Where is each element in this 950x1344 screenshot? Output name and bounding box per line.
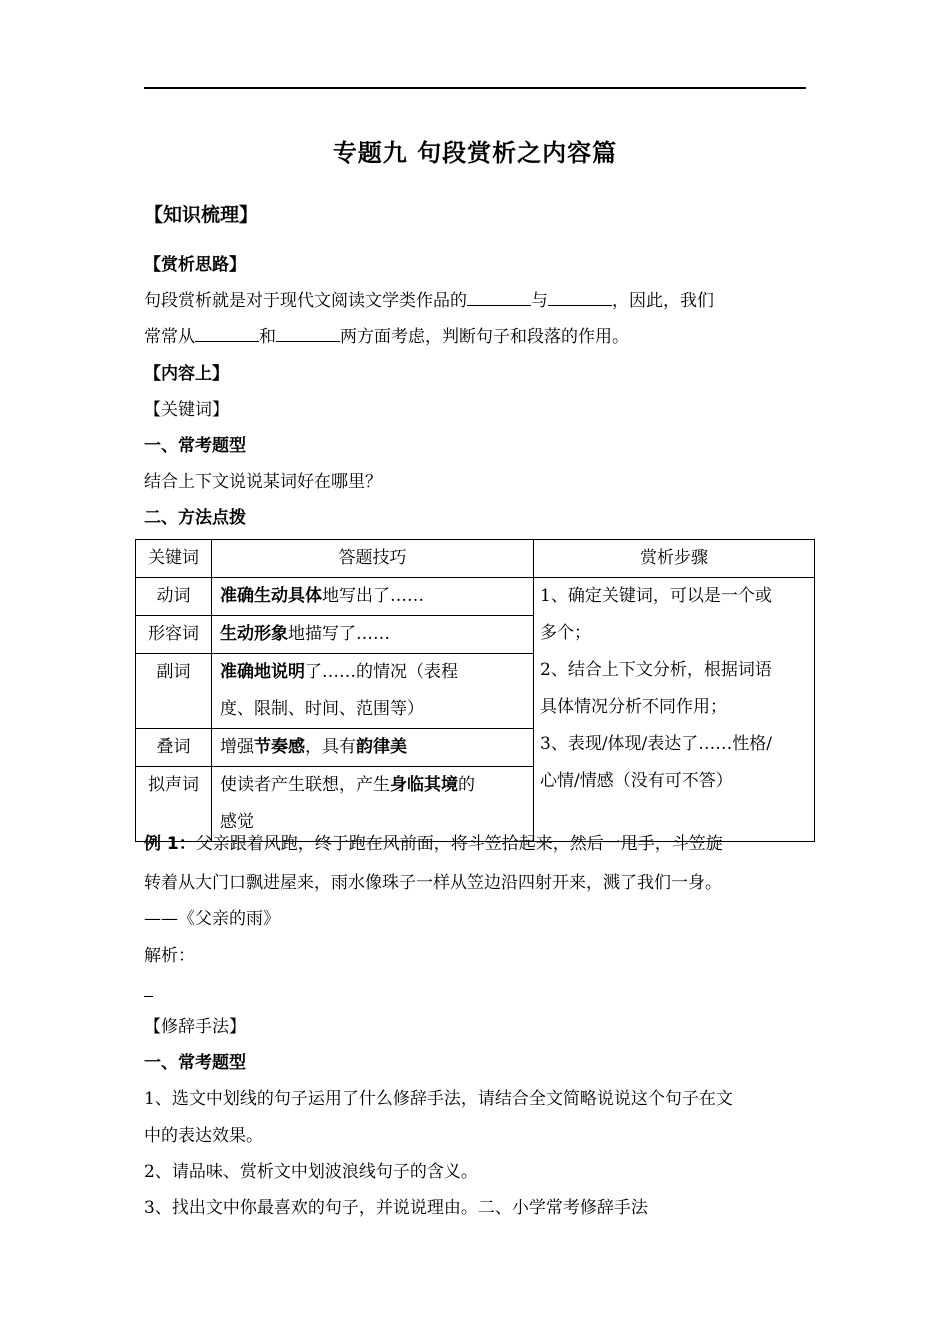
rhetoric-qtype: 一、常考题型 [144, 1053, 246, 1073]
example-line-1 [144, 832, 806, 856]
bold-text: 生动形象 [220, 624, 288, 644]
example-label: 例 1： [144, 834, 196, 854]
blank-4[interactable] [276, 325, 340, 342]
rhetoric-heading: 【修辞手法】 [144, 1017, 246, 1037]
rhetoric-q3: 3、找出文中你最喜欢的句子，并说说理由。二、小学常考修辞手法 [144, 1198, 648, 1218]
method-heading: 二、方法点拨 [144, 508, 246, 528]
blank-3[interactable] [195, 325, 259, 342]
bold-text: 准确生动具体 [220, 586, 322, 606]
technique-cell [212, 578, 534, 616]
section-approach: 【赏析思路】 [144, 255, 246, 275]
method-table [135, 539, 815, 842]
section-knowledge: 【知识梳理】 [144, 204, 259, 226]
header-rule [144, 87, 806, 89]
step-line: 2、结合上下文分析，根据词语 [540, 660, 772, 680]
keyword-cell: 叠词 [136, 729, 212, 767]
step-line: 1、确定关键词，可以是一个或 [540, 586, 772, 606]
qtype-text: 结合上下文说说某词好在哪里？ [144, 472, 382, 492]
answer-blank[interactable] [144, 996, 153, 997]
header-keyword: 关键词 [136, 540, 212, 578]
text: 父亲跟着风跑，终于跑在风前面，将斗笠拾起来，然后一甩手，斗笠旋 [195, 834, 723, 854]
approach-line-2 [144, 325, 806, 349]
header-technique: 答题技巧 [212, 540, 534, 578]
keyword-cell: 拟声词 [136, 767, 212, 842]
text: 地写出了…… [322, 586, 424, 606]
technique-cell [212, 767, 534, 842]
approach-line-1 [144, 289, 806, 313]
text: 使读者产生联想，产生 [220, 775, 390, 795]
keyword-cell: 动词 [136, 578, 212, 616]
technique-cell [212, 654, 534, 729]
example-line-2: 转着从大门口飘进屋来，雨水像珠子一样从笠边沿四射开来，溅了我们一身。 [144, 873, 722, 893]
rhetoric-q2: 2、请品味、赏析文中划波浪线句子的含义。 [144, 1162, 478, 1182]
text: 的 [458, 775, 475, 795]
header-steps: 赏析步骤 [534, 540, 815, 578]
technique-cell [212, 729, 534, 767]
keyword-cell: 副词 [136, 654, 212, 729]
step-line: 3、表现/体现/表达了……性格/ [540, 734, 772, 754]
technique-cell [212, 616, 534, 654]
text: 句段赏析就是对于现代文阅读文学类作品的 [144, 291, 467, 311]
bold-text: 节奏感 [254, 737, 305, 757]
text: 增强 [220, 737, 254, 757]
blank-1[interactable] [467, 289, 531, 306]
text: 度、限制、时间、范围等） [220, 699, 424, 719]
section-keyword: 【关键词】 [144, 400, 229, 420]
text: 常常从 [144, 327, 195, 347]
text: 感觉 [220, 812, 254, 832]
steps-cell [534, 578, 815, 842]
blank-2[interactable] [548, 289, 612, 306]
qtype-heading: 一、常考题型 [144, 436, 246, 456]
text: 与 [531, 291, 548, 311]
section-content: 【内容上】 [144, 364, 229, 384]
text: 了……的情况（表程 [305, 662, 458, 682]
analysis-label: 解析： [144, 946, 195, 966]
page-title: 专题九 句段赏析之内容篇 [332, 139, 618, 167]
text: ，具有 [305, 737, 356, 757]
text: 两方面考虑，判断句子和段落的作用。 [340, 327, 629, 347]
step-line: 具体情况分析不同作用； [540, 697, 727, 717]
example-source: ——《父亲的雨》 [144, 909, 280, 929]
bold-text: 准确地说明 [220, 662, 305, 682]
text: 和 [259, 327, 276, 347]
text: ，因此，我们 [612, 291, 714, 311]
text: 地描写了…… [288, 624, 390, 644]
rhetoric-q1b: 中的表达效果。 [144, 1126, 263, 1146]
rhetoric-q1a: 1、选文中划线的句子运用了什么修辞手法，请结合全文简略说说这个句子在文 [144, 1089, 733, 1109]
bold-text: 韵律美 [356, 737, 407, 757]
step-line: 多个； [540, 623, 591, 643]
bold-text: 身临其境 [390, 775, 458, 795]
keyword-cell: 形容词 [136, 616, 212, 654]
step-line: 心情/情感（没有可不答） [540, 771, 733, 791]
